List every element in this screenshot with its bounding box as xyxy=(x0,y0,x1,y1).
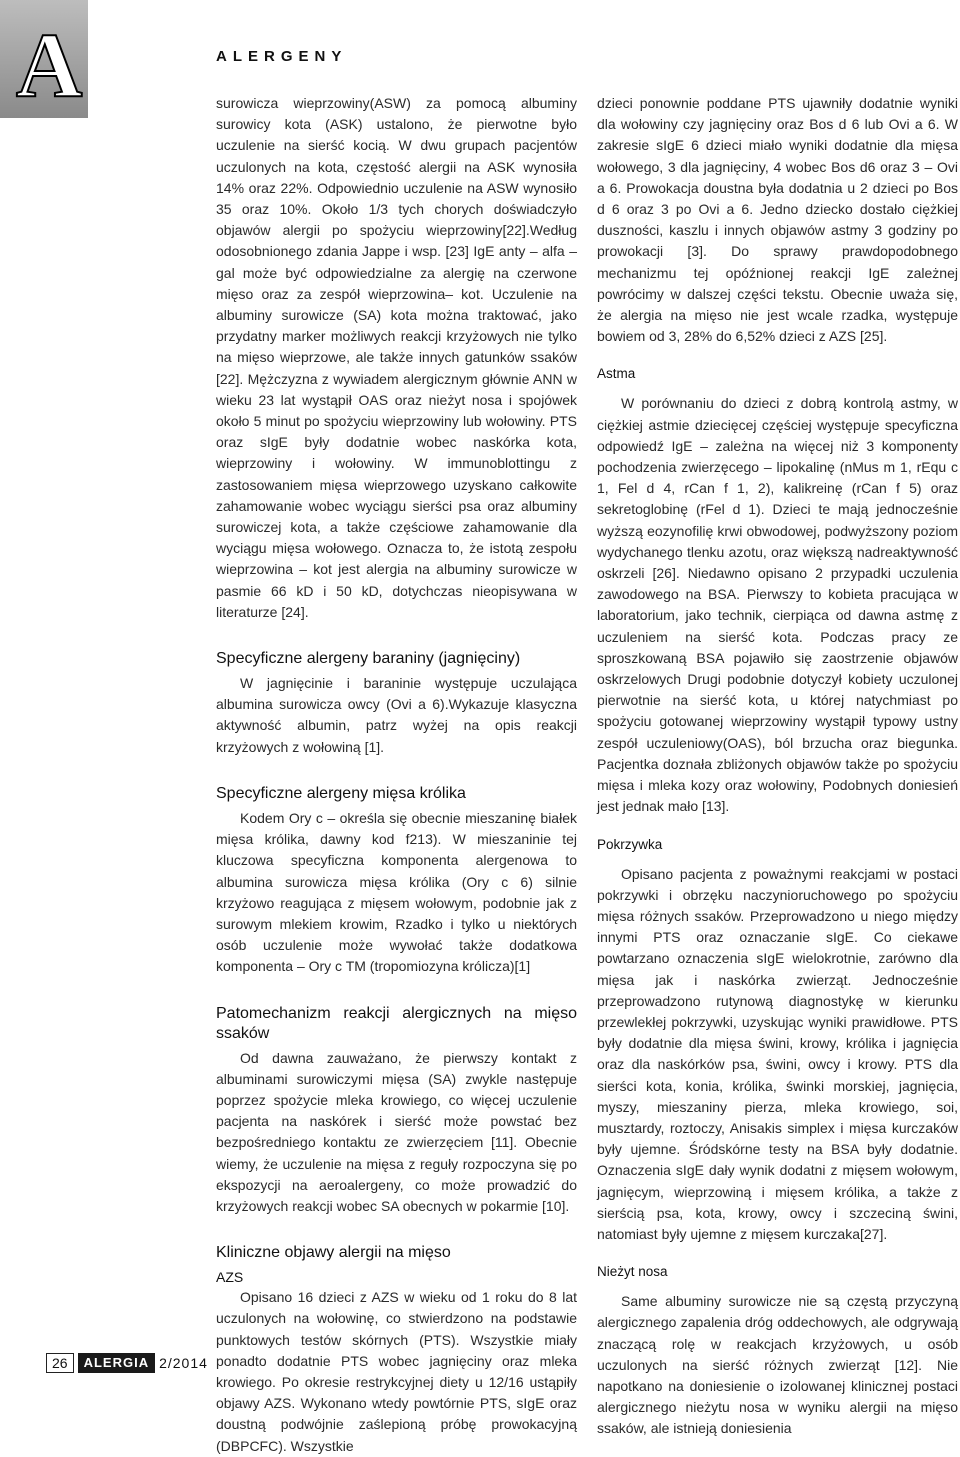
issue-number: 2/2014 xyxy=(159,1355,208,1371)
heading-niezyt: Nieżyt nosa xyxy=(597,1264,668,1280)
paragraph: Same albuminy surowicze nie są częstą przyczyną alergicznego zapalenia dróg oddechowych, ale odgrywają znaczącą rolę w reakcjach krzyżowych, u osób uczulonych na sierść różnych zwierząt [12]. Nie napotkano na doniesienie o izolowanej klinicznej postaci alergicznego nieżytu nosa w wyniku alergii na mięso ssaków, ale istnieją doniesienia xyxy=(597,1293,958,1437)
heading-patomechanizm: Patomechanizm reakcji alergicznych na mięso ssaków xyxy=(216,1004,577,1042)
paragraph: surowicza wieprzowiny(ASW) za pomocą albuminy surowicy kota (ASK) ustalono, że pierwotne było uczulenie na sierść kocią. W dwu grupach pacjentów uczulonych na kota, częstość alergii na ASK wynosiła 14% oraz 22%. Odpowiednio uczulenie na ASW wynosiło 35 oraz 10%. Około 1/3 tych chorych doświadczyło objawów alergii po spożyciu wieprzowiny[22].Według odosobnionego zdania Jappe i wsp. [23] IgE anty – alfa – gal może być odpowiedzialne za alergię na czerwone mięso oraz za zespół wieprzowina– kot. Uczulenie na albuminy surowicze (SA) kota można traktować, jako przydatny marker możliwych reakcji krzyżowych nie tylko na mięso wieprzowe, ale także innych gatunków ssaków [22]. Mężczyzna z wywiadem alergicznym głównie ANN w wieku 23 lat wystąpił OAS oraz nieżyt nosa i spojówek około 5 minut po spożyciu wieprzowiny lub wołowiny. PTS oraz sIgE były dodatnie wobec naskórka kota, wieprzowiny i wołowiny. W immunoblottingu z zastosowaniem mięsa wieprzowego uzyskano całkowite zahamowanie wobec wyciągu sierści psa oraz albuminy surowiczej kota, a także częściowe zahamowanie dla wyciągu mięsa wołowego. Oznacza to, że istotą zespołu wieprzowina – kot jest alergia na albuminy surowicze w pasmie 66 kD i 50 kD, dotychczas nieopisywana w literaturze [24]. xyxy=(216,95,577,620)
paragraph: W porównaniu do dzieci z dobrą kontrolą astmy, w ciężkiej astmie dziecięcej częściej występuje specyficzna odpowiedź IgE – zależna na więcej niż 3 komponenty pochodzenia zwierzęcego – lipokalinę (nMus m 1, rEqu c 1, Fel d 4, rCan f 1, 2), kalikreinę (rCan f 5) oraz sekretoglobinę (rFel d 1). Dzieci te mają jednocześnie wyższą eozynofilię krwi obwodowej, podwyższony poziom wydychanego tlenku azotu, oraz większą nadreaktywność oskrzeli [26]. Niedawno opisano 2 przypadki uczulenia zawodowego na BSA. Pierwszy to kobieta pracująca w laboratorium, jako technik, cierpiąca od dawna astmę z uczuleniem na sierść kota. Podczas pracy ze sproszkowaną BSA pojawiło się zaostrzenie objawów oskrzelowych Drugi podobnie dotyczył kobiety uczulonej pierwotnie na sierść kota, u której natychmiast po spożyciu gotowanej wieprzowiny wystąpił typowy ustny zespół uczuleniowy(OAS), ból brzucha oraz biegunka. Pacjentka doznała zbliżonych objawów także po spożyciu mięsa i mleka kozy oraz wołowiny, Podobnych doniesień jest jednak mało [13]. xyxy=(597,395,958,815)
paragraph: Od dawna zauważano, że pierwszy kontakt z albuminami surowiczymi mięsa (SA) zwykle następuje poprzez spożycie mleka krowiego, co więcej uczulenie pacjenta na naskórek i sierść może powstać bez bezpośredniego kontaktu ze zwierzęciem [11]. Obecnie wiemy, że uczulenie na mięsa z reguły rozpoczyna się po ekspozycji na aeroalergeny, co może prowadzić do krzyżowych reakcji wobec SA obecnych w pokarmie [10]. xyxy=(216,1049,577,1214)
page-footer xyxy=(46,1353,208,1373)
heading-astma: Astma xyxy=(597,366,636,382)
heading-pokrzywka: Pokrzywka xyxy=(597,836,663,852)
magazine-logo xyxy=(0,0,88,118)
right-column xyxy=(597,93,958,1440)
logo-letter: A xyxy=(16,14,83,116)
paragraph: Opisano pacjenta z poważnymi reakcjami w postaci pokrzywki i obrzęku naczynioruchowego po spożyciu mięsa różnych ssaków. Przeprowadzono u niego między innymi PTS oraz oznaczanie sIgE. Co ciekawe powtarzano oznaczenia sIgE wielokrotnie, zarówno dla mięsa jak i naskórka zwierząt. Jednocześnie przeprowadzono rutynową diagnostykę w kierunku przewlekłej pokrzywki, uzyskując wyniki prawidłowe. PTS były dodatnie dla mięsa świni, krowy, królika i jagnięcia oraz dla naskórków psa, świni, owcy i krowy. PTS dla sierści kota, konia, królika, świnki morskiej, jagnięcia, myszy, mieszaniny pierza, mleka krowiego, soi, musztardy, roztoczy, Anisakis simplex i mięsa kurczaków były ujemne. Śródskórne testy na BSA były dodatnie. Oznaczenia sIgE dały wynik dodatni z mięsem wołowym, jagnięcym, wieprzowiną i mięsem królika, a także z sierścią psa, kota, krowy, owcy i szczeciną świni, natomiast były ujemne z mięsem kurczaka[27]. xyxy=(597,865,958,1242)
page-number: 26 xyxy=(46,1353,74,1373)
section-title: ALERGENY xyxy=(216,48,348,65)
paragraph: Kodem Ory c – określa się obecnie mieszaninę białek mięsa królika, dawny kod f213). W mieszaninie tej kluczowa specyficzna komponenta alergenowa to albumina surowicza mięsa królika (Ory c 6) silnie krzyżowo reagująca z mięsem wołowym, podobnie jak z surowym mlekiem krowim, Rzadko i tylko u niektórych osób uczulenie może wywołać także dodatkowa komponenta – Ory c TM (tropomiozyna królicza)[1] xyxy=(216,809,577,975)
subheading-azs: AZS xyxy=(216,1269,244,1286)
heading-objawy: Kliniczne objawy alergii na mięso xyxy=(216,1244,451,1262)
heading-baranina: Specyficzne alergeny baraniny (jagnięciny) xyxy=(216,650,521,668)
paragraph: dzieci ponownie poddane PTS ujawniły dodatnie wyniki dla wołowiny czy jagnięciny oraz Bos d 6 lub Ovi a 6. W zakresie sIgE 6 dzieci miało wyniki dodatnie dla mięsa wołowego, 3 dla jagnięciny, 4 wobec Bos d6 oraz 3 – Ovi a 6. Prowokacja doustna była dodatnia u 2 dzieci po Bos d 6 oraz 3 po Ovi a 6. Jedno dziecko dostało ciężkiej duszności, kaszlu i innych objawów astmy 3 godziny po prowokacji [3]. Do sprawy prawdopodobnego mechanizmu tej opóźnionej reakcji IgE zależnej powrócimy w dalszej części tekstu. Obecnie uważa się, że alergia na mięso nie jest wcale rzadka, występuje bowiem od 3, 28% do 6,52% dzieci z AZS [25]. xyxy=(597,95,958,345)
paragraph: W jagnięcinie i baraninie występuje uczulająca albumina surowicza owcy (Ovi a 6).Wykazuje klasyczna aktywność albumin, patrz wyżej na opis reakcji krzyżowych z wołowiną [1]. xyxy=(216,675,577,755)
logo-letter-graphic xyxy=(0,0,88,118)
magazine-name: ALERGIA xyxy=(78,1353,156,1373)
heading-krolik: Specyficzne alergeny mięsa królika xyxy=(216,784,466,802)
left-column xyxy=(216,93,577,1457)
paragraph: Opisano 16 dzieci z AZS w wieku od 1 roku do 8 lat uczulonych na wołowinę, co stwierdzono na podstawie punktowych testów skórnych (PTS). Wszystkie miały ponadto dodatnie PTS wobec jagnięciny oraz mleka krowiego. Po okresie restrykcyjnej diety u 12/16 ustąpiły objawy AZS. Wykonano wtedy powtórnie PTS, sIgE oraz doustną podwójnie zaślepioną próbę prowokacyjną (DBPCFC). Wszystkie xyxy=(216,1289,577,1454)
